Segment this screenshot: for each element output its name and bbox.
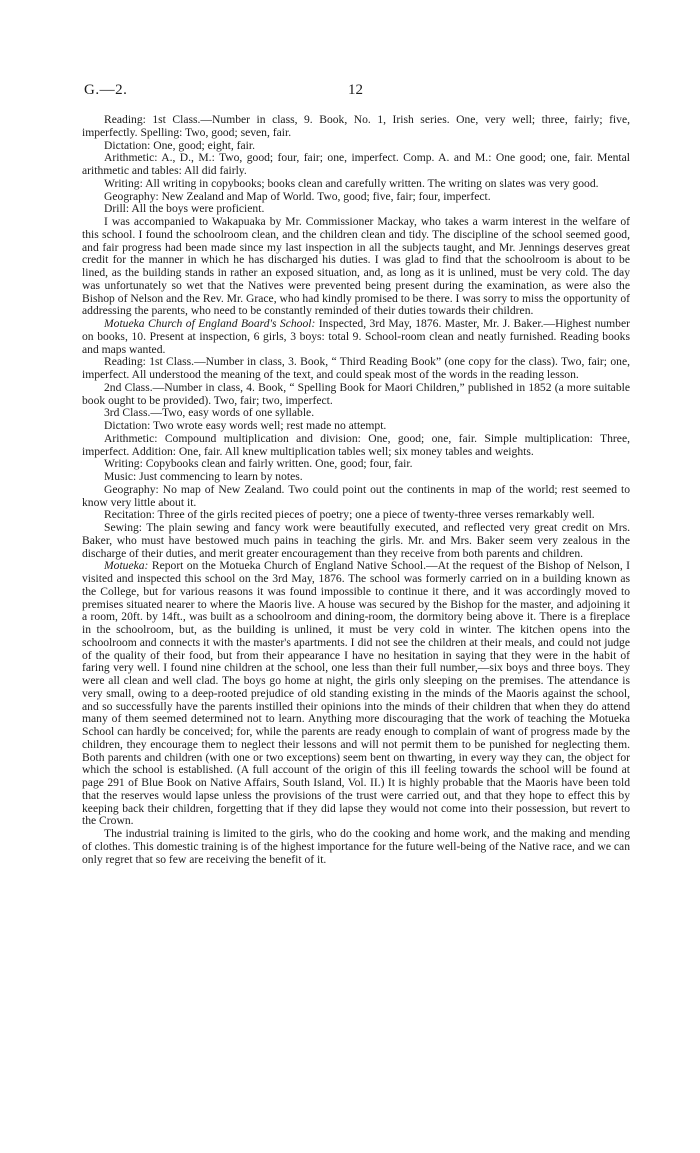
school-intro: Inspected, 3rd May, 1876. Master, Mr. J. Baker.—Highest number on books, 10. Present at inspection, 6 girls, 3 boys: total 9. School-room clean and neatly furnished. Reading books and maps wanted. (82, 317, 630, 356)
paragraph: Arithmetic: Compound multiplication and division: One, good; one, fair. Simple multiplication: Three, imperfect. Addition: One, fair. All knew multiplication tables well; six money tables and weights. (82, 431, 630, 458)
paragraph: Writing: All writing in copybooks; books clean and carefully written. The writing on slates was very good. (104, 176, 599, 190)
paragraph: Writing: Copybooks clean and fairly written. One, good; four, fair. (104, 457, 413, 471)
paragraph: I was accompanied to Wakapuaka by Mr. Commissioner Mackay, who takes a warm interest in the welfare of this school. I found the schoolroom clean, and the children clean and tidy. The discipline of the school seemed good, and fair progress had been made since my last inspection in all the subjects taught, and Mr. Jennings deserves great credit for the manner in which he has discharged his duties. I was glad to find that the schoolroom is about to be lined, as the building stands in rather an exposed situation, and, as long as it is unlined, must be very cold. The day was unfortunately so wet that the Natives were prevented being present during the examination, as were also the Bishop of Nelson and the Rev. Mr. Grace, who had kindly promised to be there. I was sorry to miss the opportunity of addressing the parents, who need to be constantly reminded of their duties towards their children. (82, 215, 630, 318)
page-header (84, 82, 632, 102)
paragraph: Reading: 1st Class.—Number in class, 3. Book, “ Third Reading Book” (one copy for the class). Two, fair; one, imperfect. All understood the meaning of the text, and could speak most of the words in the reading lesson. (82, 355, 630, 381)
paragraph: Sewing: The plain sewing and fancy work were beautifully executed, and reflected very great credit on Mrs. Baker, who must have bestowed much pains in teaching the girls. Mr. and Mrs. Baker seem very zealous in the discharge of their duties, and merit greater encouragement than they receive from both parents and children. (82, 521, 630, 560)
paragraph: Reading: 1st Class.—Number in class, 9. Book, No. 1, Irish series. One, very well; three, fairly; five, imperfectly. Spelling: Two, good; seven, fair. (82, 113, 630, 139)
body-text (82, 114, 630, 866)
paragraph: Drill: All the boys were proficient. (104, 202, 265, 216)
paragraph: 2nd Class.—Number in class, 4. Book, “ Spelling Book for Maori Children,” published in 1852 (a more suitable book ought to be provided). Two, fair; two, imperfect. (82, 380, 630, 407)
paragraph (82, 560, 630, 828)
paragraph: Geography: New Zealand and Map of World. Two, good; five, fair; four, imperfect. (104, 189, 491, 203)
document-reference: G.—2. (84, 82, 128, 98)
paragraph: Recitation: Three of the girls recited pieces of poetry; one a piece of twenty-three verses remarkably well. (104, 508, 595, 522)
report-text: Report on the Motueka Church of England Native School.—At the request of the Bishop of Nelson, I visited and inspected this school on the 3rd May, 1876. The school was formerly carried on in a building known as the College, but for various reasons it was found impossible to continue it there, and it was accordingly moved to premises situated nearer to where the Maoris live. A house was secured by the Bishop for the master, and adjoining it a room, 20ft. by 14ft., was built as a schoolroom and dining-room, the dormitory being above it. There is a fireplace in the schoolroom, but, as the building is unlined, it must be very cold in winter. The kitchen opens into the schoolroom and connects it with the master's apartments. I did not see the children at their meals, and could not judge of the quality of their food, but from their appearance I have no hesitation in saying that they were in the habit of faring very well. I found nine children at the school, one less than their full number,—six boys and three boys. They were all clean and well clad. The boys go home at night, the girls only sleeping on the premises. The attendance is very small, owing to a deep-rooted prejudice of old standing existing in the minds of the Maoris against the school, and so successfully have the parents instilled their opinions into the minds of their children that when they do attend many of them seemed determined not to learn. Anything more discouraging that the work of teaching the Motueka School can hardly be conceived; for, while the parents are ready enough to complain of want of progress made by the children, they encourage them to neglect their lessons and will not permit them to be punished for neglecting them. Both parents and children (with one or two exceptions) seem bent on thwarting, in every way they can, the object for which the school is established. (A full account of the origin of this ill feeling towards the school will be found at page 291 of Blue Book on Native Affairs, South Island, Vol. II.) It is highly probable that the Maoris have been told that the reserves would lapse unless the provisions of the trust were carried out, and that they hope to effect this by keeping back their children, forgetting that if they did lapse they would not come into their possession, but revert to the Crown. (82, 559, 630, 828)
paragraph (82, 318, 630, 356)
paragraph: The industrial training is limited to the girls, who do the cooking and home work, and the making and mending of clothes. This domestic training is of the highest importance for the future well-being of the Native race, and we can only regret that so few are receiving the benefit of it. (82, 827, 630, 866)
paragraph: Dictation: One, good; eight, fair. (104, 138, 256, 152)
paragraph: Dictation: Two wrote easy words well; rest made no attempt. (104, 419, 387, 432)
page-number: 12 (348, 82, 363, 98)
paragraph: Geography: No map of New Zealand. Two could point out the continents in map of the world; rest seemed to know very little about it. (82, 482, 630, 509)
school-heading: Motueka Church of England Board's School: (104, 317, 316, 330)
report-heading: Motueka: (104, 559, 149, 573)
paragraph: Music: Just commencing to learn by notes. (104, 470, 303, 483)
paragraph: Arithmetic: A., D., M.: Two, good; four, fair; one, imperfect. Comp. A. and M.: One good; one, fair. Mental arithmetic and tables: All did fairly. (82, 151, 630, 177)
paragraph: 3rd Class.—Two, easy words of one syllable. (104, 406, 315, 420)
